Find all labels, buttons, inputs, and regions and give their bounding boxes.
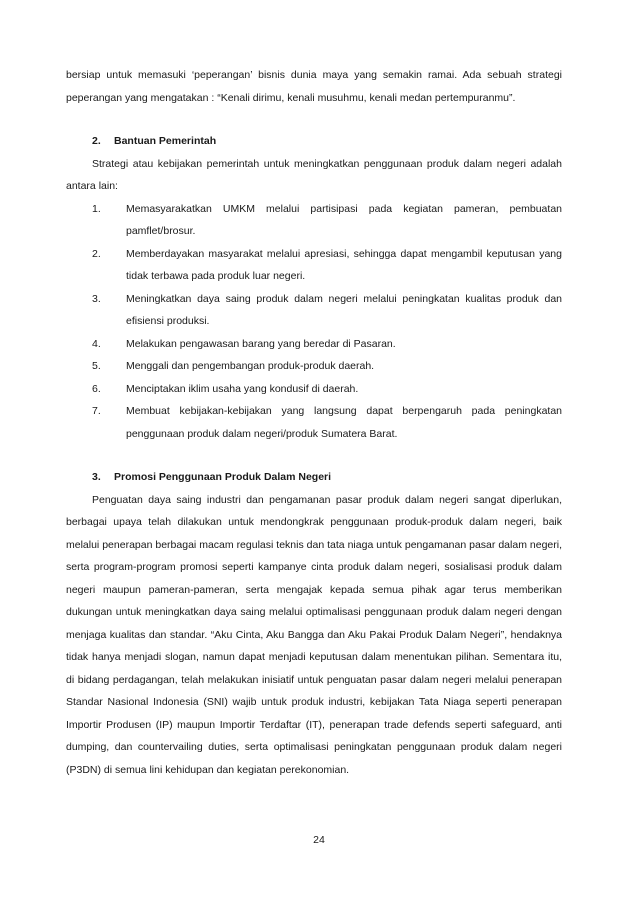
list-item-text: Menggali dan pengembangan produk-produk daerah. bbox=[126, 360, 375, 372]
list-item-text: Memasyarakatkan UMKM melalui partisipasi pada kegiatan pameran, pembuatan pamflet/brosur. bbox=[126, 202, 562, 237]
list-item-text: Membuat kebijakan-kebijakan yang langsung dapat berpengaruh pada peningkatan penggunaan produk dalam negeri/produk Sumatera Barat. bbox=[126, 405, 562, 440]
page-number: 24 bbox=[313, 834, 325, 846]
section-2-title: Bantuan Pemerintah bbox=[114, 135, 217, 147]
page-content bbox=[66, 64, 562, 781]
list-item-number: 2. bbox=[92, 247, 101, 260]
list-item bbox=[92, 288, 562, 333]
list-item-text: Melakukan pengawasan barang yang beredar di Pasaran. bbox=[126, 337, 396, 350]
list-item-number: 6. bbox=[92, 382, 101, 395]
section-2-heading bbox=[92, 130, 562, 153]
list-item-text: Menciptakan iklim usaha yang kondusif di daerah. bbox=[126, 382, 359, 395]
section-2-intro: Strategi atau kebijakan pemerintah untuk meningkatkan penggunaan produk dalam negeri adalah antara lain: bbox=[66, 157, 562, 192]
intro-paragraph: bersiap untuk memasuki ‘peperangan’ bisnis dunia maya yang semakin ramai. Ada sebuah strategi peperangan yang mengatakan : “Kenali dirimu, kenali musuhmu, kenali medan pertempuranmu”. bbox=[66, 69, 562, 104]
list-item bbox=[92, 355, 562, 378]
list-item-number: 7. bbox=[92, 405, 101, 417]
list-item bbox=[92, 378, 562, 401]
list-item-text: Meningkatkan daya saing produk dalam negeri melalui peningkatan kualitas produk dan efisiensi produksi. bbox=[126, 292, 562, 327]
list-item bbox=[92, 400, 562, 445]
list-item-text: Memberdayakan masyarakat melalui apresiasi, sehingga dapat mengambil keputusan yang tidak terbawa pada produk luar negeri. bbox=[126, 247, 562, 282]
section-3-title: Promosi Penggunaan Produk Dalam Negeri bbox=[114, 471, 332, 483]
list-item-number: 3. bbox=[92, 292, 101, 305]
section-3-paragraph: Penguatan daya saing industri dan pengamanan pasar produk dalam negeri sangat diperlukan, berbagai upaya telah dilakukan untuk mendongkrak penggunaan produk-produk dalam negeri, baik melalui penerapan berbagai macam regulasi teknis dan tata niaga untuk pengamanan pasar dalam negeri, serta program-program promosi seperti kampanye cinta produk dalam negeri, sosialisasi produk dalam negeri maupun pameran-pameran, serta mengajak kepada semua pihak agar terus memberikan dukungan untuk meningkatkan daya saing melalui optimalisasi penggunaan produk dalam negeri dengan menjaga kualitas dan standar. “Aku Cinta, Aku Bangga dan Aku Pakai Produk Dalam Negeri”, hendaknya tidak hanya menjadi slogan, namun dapat menjadi keputusan dalam menentukan pilihan. Sementara itu, di bidang perdagangan, telah melakukan inisiatif untuk penguatan pasar dalam negeri melalui penerapan Standar Nasional Indonesia (SNI) wajib untuk produk industri, kebijakan Tata Niaga seperti penerapan Importir Produsen (IP) maupun Importir Terdaftar (IT), penerapan trade defends seperti safeguard, anti dumping, dan countervailing duties, serta optimalisasi peningkatan penggunaan produk dalam negeri (P3DN) di semua lini kehidupan dan kegiatan perekonomian. bbox=[66, 493, 562, 776]
section-3-heading bbox=[92, 466, 562, 489]
section-2-number: 2. bbox=[92, 135, 101, 147]
section-3-number: 3. bbox=[92, 471, 101, 483]
list-item-number: 4. bbox=[92, 337, 101, 350]
list-item-number: 5. bbox=[92, 360, 101, 372]
section-2-list bbox=[66, 198, 562, 446]
list-item bbox=[92, 333, 562, 356]
list-item bbox=[92, 198, 562, 243]
list-item-number: 1. bbox=[92, 202, 101, 215]
list-item bbox=[92, 243, 562, 288]
